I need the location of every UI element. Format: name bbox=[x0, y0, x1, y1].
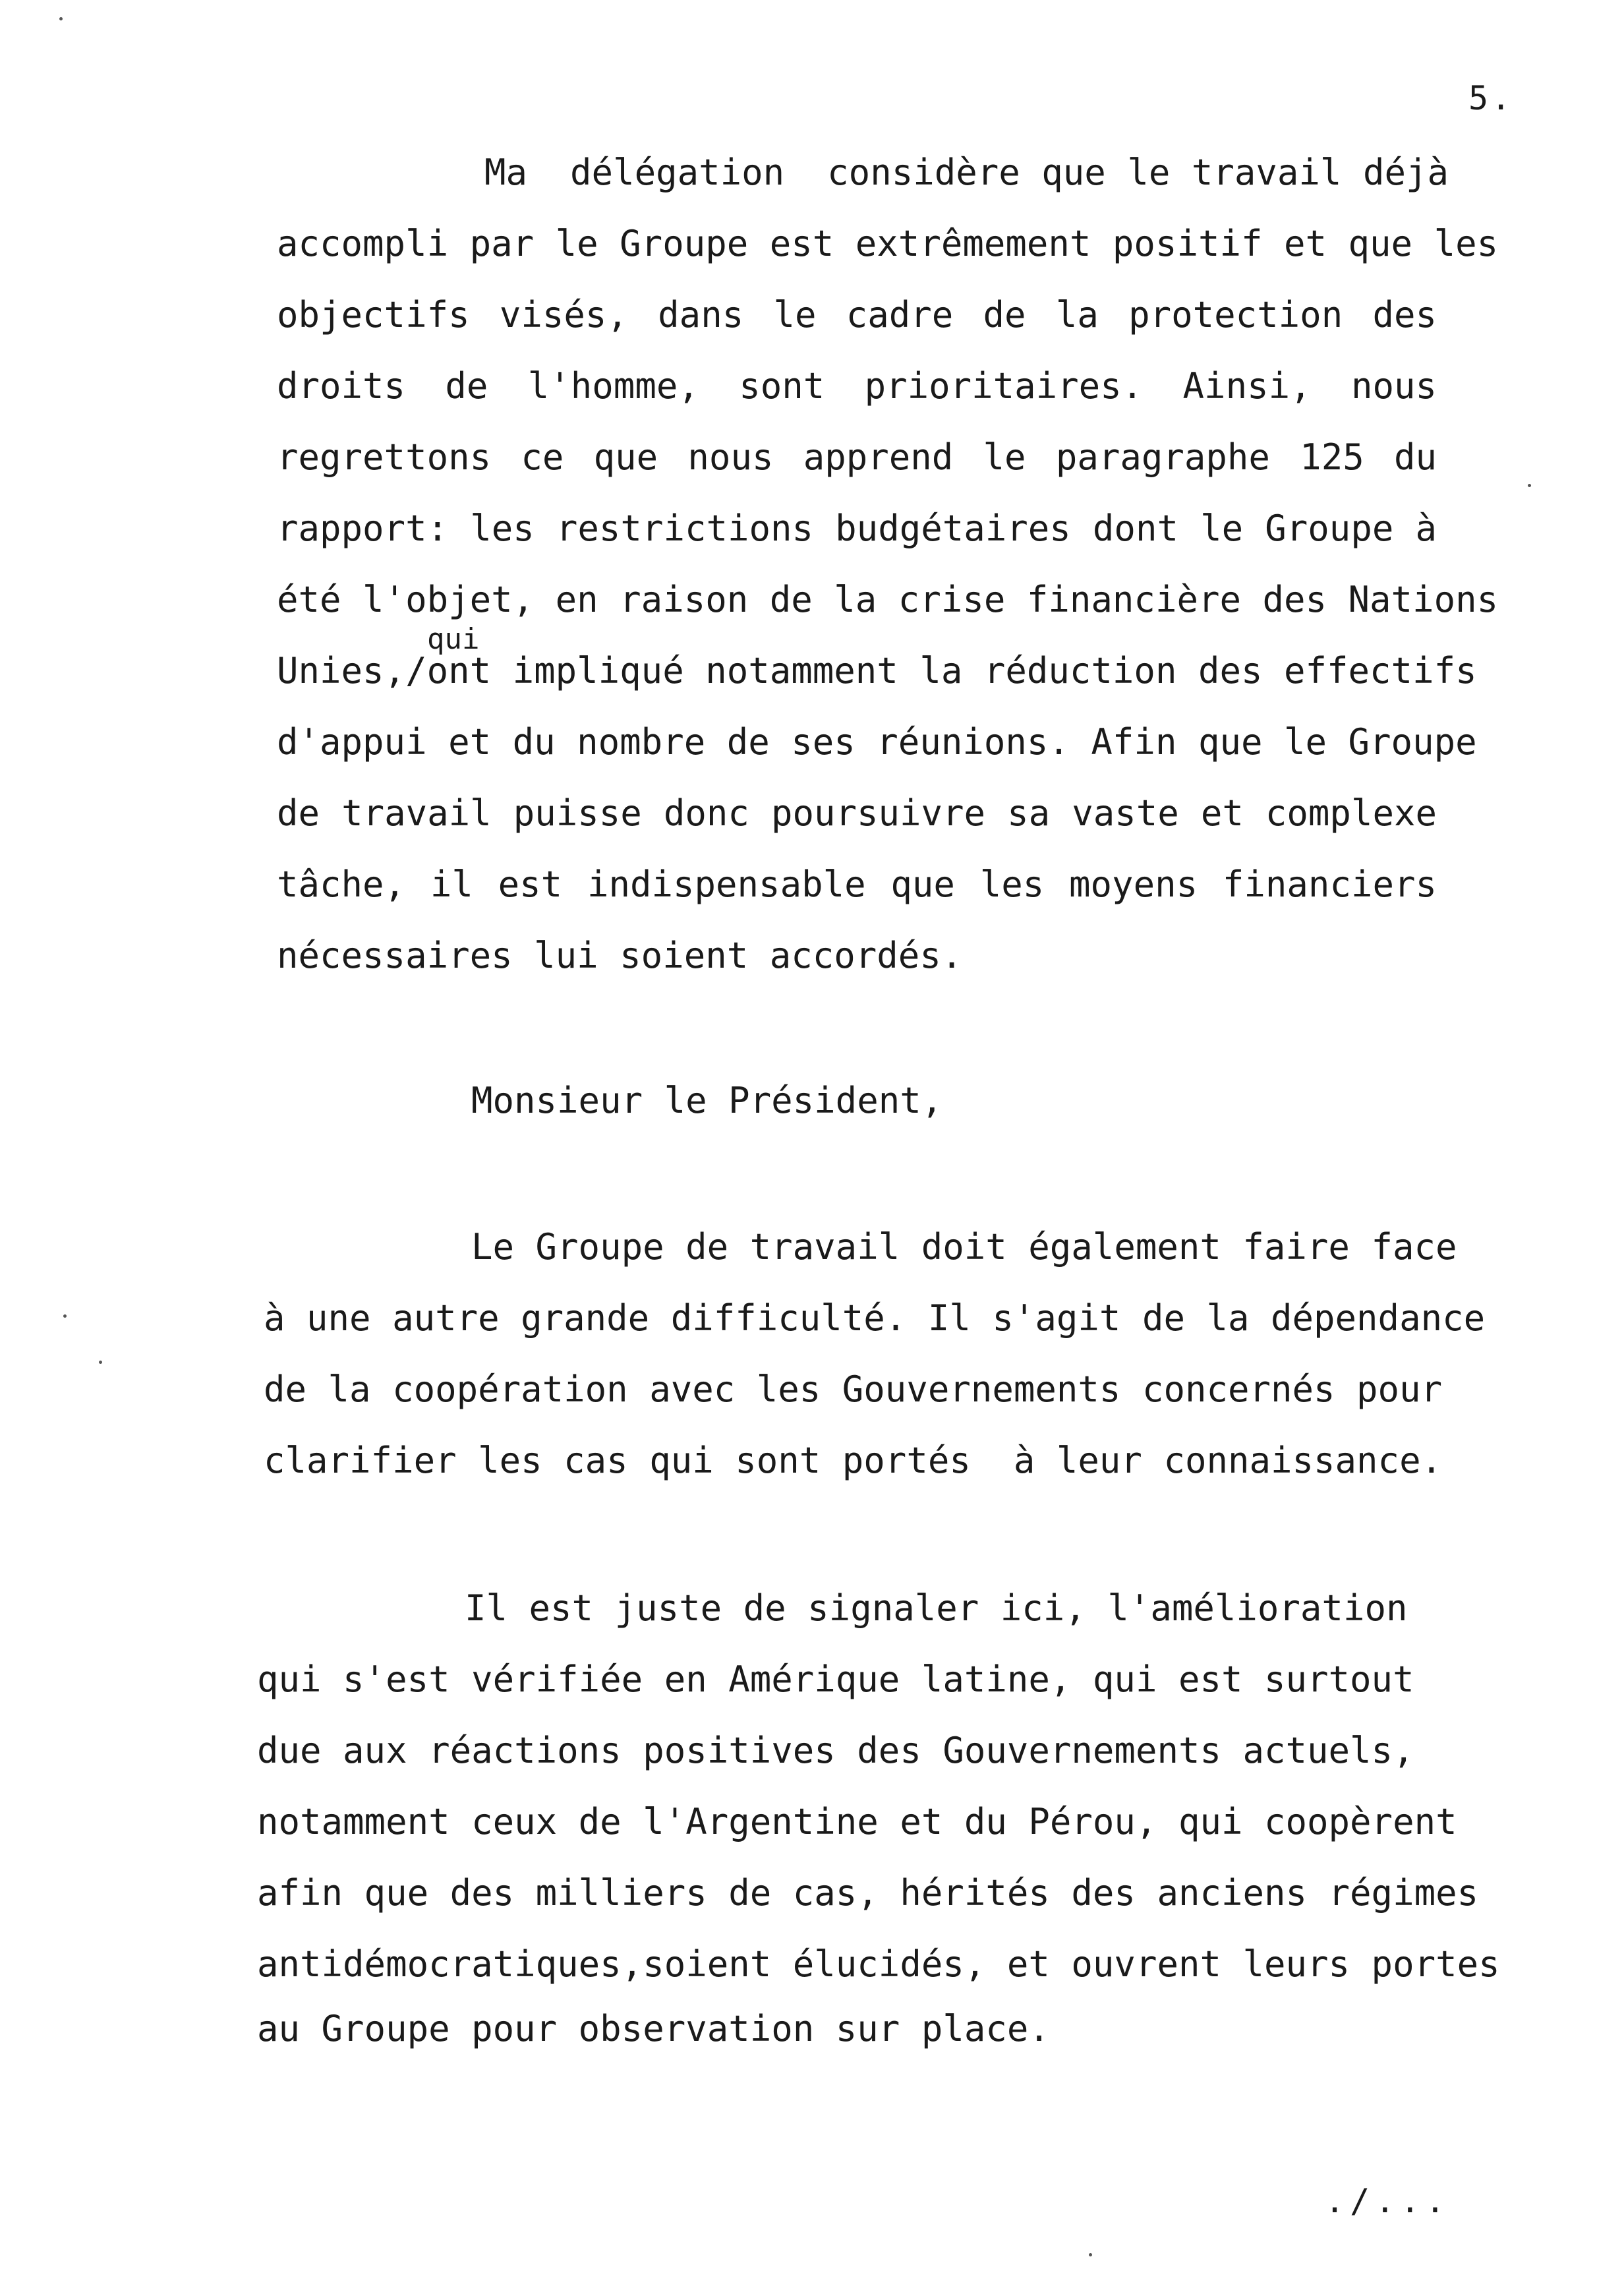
handwritten-insertion: qui bbox=[427, 622, 480, 656]
paragraph-line: d'appui et du nombre de ses réunions. Afin que le Groupe bbox=[277, 721, 1477, 763]
scan-speck bbox=[59, 17, 63, 20]
paragraph-line: de la coopération avec les Gouvernements concernés pour bbox=[264, 1368, 1443, 1410]
scan-speck bbox=[99, 1361, 102, 1364]
paragraph-line: Unies,/ont impliqué notamment la réduction des effectifs bbox=[277, 650, 1477, 691]
paragraph-line: accompli par le Groupe est extrêmement positif et que les bbox=[277, 223, 1499, 264]
paragraph-line: nécessaires lui soient accordés. bbox=[277, 935, 963, 976]
paragraph-line: notamment ceux de l'Argentine et du Pérou, qui coopèrent bbox=[257, 1801, 1457, 1842]
paragraph-line: Ma délégation considère que le travail déjà bbox=[484, 152, 1449, 193]
paragraph-line: été l'objet, en raison de la crise financière des Nations bbox=[277, 579, 1499, 620]
paragraph-line: à une autre grande difficulté. Il s'agit de la dépendance bbox=[264, 1297, 1486, 1339]
scan-speck bbox=[1089, 2253, 1092, 2256]
paragraph-line: qui s'est vérifiée en Amérique latine, qui est surtout bbox=[257, 1659, 1414, 1700]
scan-speck bbox=[63, 1314, 67, 1318]
continuation-mark: ./... bbox=[1325, 2182, 1451, 2220]
paragraph-line: objectifs visés, dans le cadre de la protection des bbox=[277, 294, 1437, 336]
paragraph-line: clarifier les cas qui sont portés à leur connaissance. bbox=[264, 1440, 1443, 1481]
paragraph-line: afin que des milliers de cas, hérités des anciens régimes bbox=[257, 1872, 1479, 1914]
paragraph-line: Il est juste de signaler ici, l'amélioration bbox=[465, 1587, 1408, 1629]
paragraph-line: rapport: les restrictions budgétaires dont le Groupe à bbox=[277, 508, 1437, 549]
page-number: 5. bbox=[1468, 79, 1514, 117]
paragraph-line: Le Groupe de travail doit également faire face bbox=[471, 1226, 1457, 1268]
paragraph-line: antidémocratiques,soient élucidés, et ouvrent leurs portes bbox=[257, 1943, 1500, 1985]
paragraph-line: regrettons ce que nous apprend le paragraphe 125 du bbox=[277, 436, 1437, 478]
paragraph-line: de travail puisse donc poursuivre sa vaste et complexe bbox=[277, 792, 1437, 834]
paragraph-line: au Groupe pour observation sur place. bbox=[257, 2008, 1050, 2049]
paragraph-line: tâche, il est indispensable que les moyens financiers bbox=[277, 864, 1437, 905]
salutation-line: Monsieur le Président, bbox=[471, 1080, 943, 1121]
scan-speck bbox=[1528, 484, 1531, 487]
paragraph-line: droits de l'homme, sont prioritaires. Ainsi, nous bbox=[277, 365, 1437, 407]
paragraph-line: due aux réactions positives des Gouvernements actuels, bbox=[257, 1730, 1414, 1771]
